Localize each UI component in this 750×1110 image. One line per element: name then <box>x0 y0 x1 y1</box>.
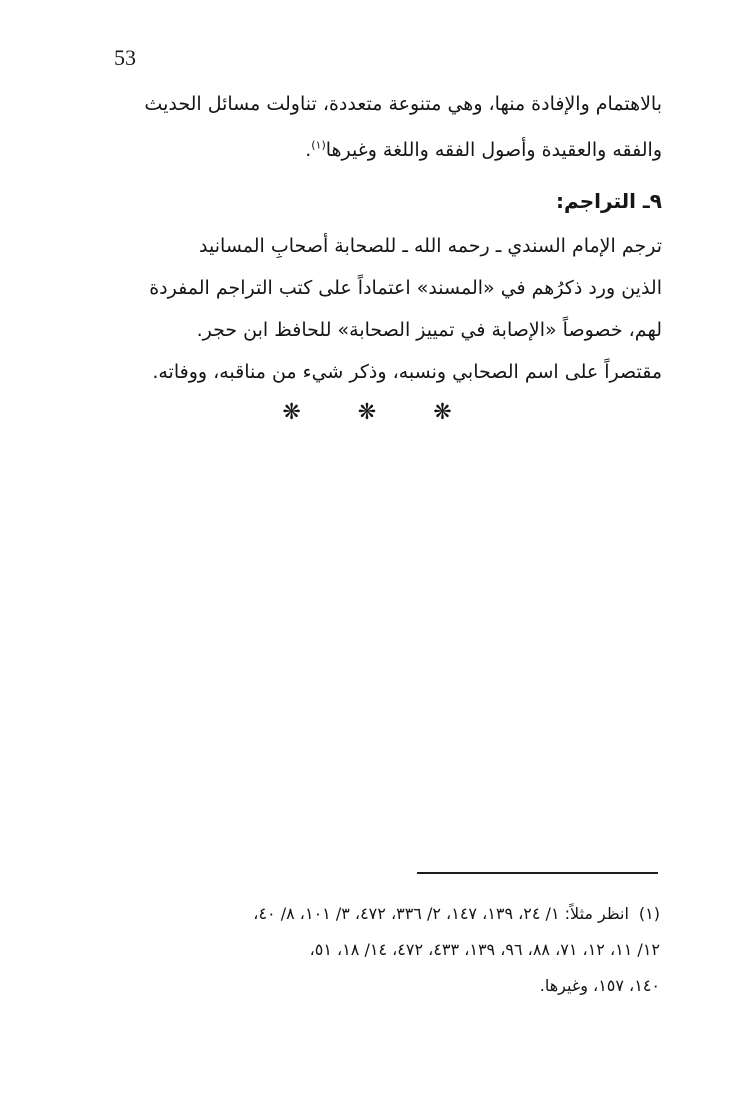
section-heading: ٩ـ التراجم: <box>556 189 662 213</box>
tarajim-line-1: ترجم الإمام السندي ـ رحمه الله ـ للصحابة أصحابِ المسانيد <box>199 235 662 257</box>
footnote-line-1-text: انظر مثلاً: ١/ ٢٤، ١٣٩، ١٤٧، ٢/ ٣٣٦، ٤٧٢، ٣/ ١٠١، ٨/ ٤٠، <box>253 904 629 923</box>
footnote-reference: (١) <box>311 138 326 152</box>
intro-line-1 <box>144 84 662 124</box>
section-separator: ❋ ❋ ❋ <box>282 400 468 425</box>
intro-line-2-end: . <box>305 139 312 161</box>
tarajim-line-2: الذين ورد ذكرُهم في «المسند» اعتماداً على كتب التراجم المفردة <box>149 277 662 299</box>
footnote-line-2: ١٢/ ١١، ١٢، ٧١، ٨٨، ٩٦، ١٣٩، ٤٣٣، ٤٧٢، ١٤/ ١٨، ٥١، <box>309 940 660 959</box>
footnote-marker: (١) <box>638 904 660 923</box>
page-number: 53 <box>114 45 136 70</box>
intro-line-1-text: بالاهتمام والإفادة منها، وهي متنوعة متعددة، تناولت مسائل الحديث <box>144 93 662 115</box>
tarajim-line-3: لهم، خصوصاً «الإصابة في تمييز الصحابة» للحافظ ابن حجر. <box>196 319 662 341</box>
footnote-divider <box>417 872 658 874</box>
intro-line-2-text: والفقه والعقيدة وأصول الفقه واللغة وغيرها <box>325 139 662 161</box>
footnote-line-1 <box>253 897 660 931</box>
tarajim-line-4: مقتصراً على اسم الصحابي ونسبه، وذكر شيء من مناقبه، ووفاته. <box>152 361 662 383</box>
footnote-line-3: ١٤٠، ١٥٧، وغيرها. <box>539 976 660 995</box>
intro-line-2 <box>305 130 662 170</box>
